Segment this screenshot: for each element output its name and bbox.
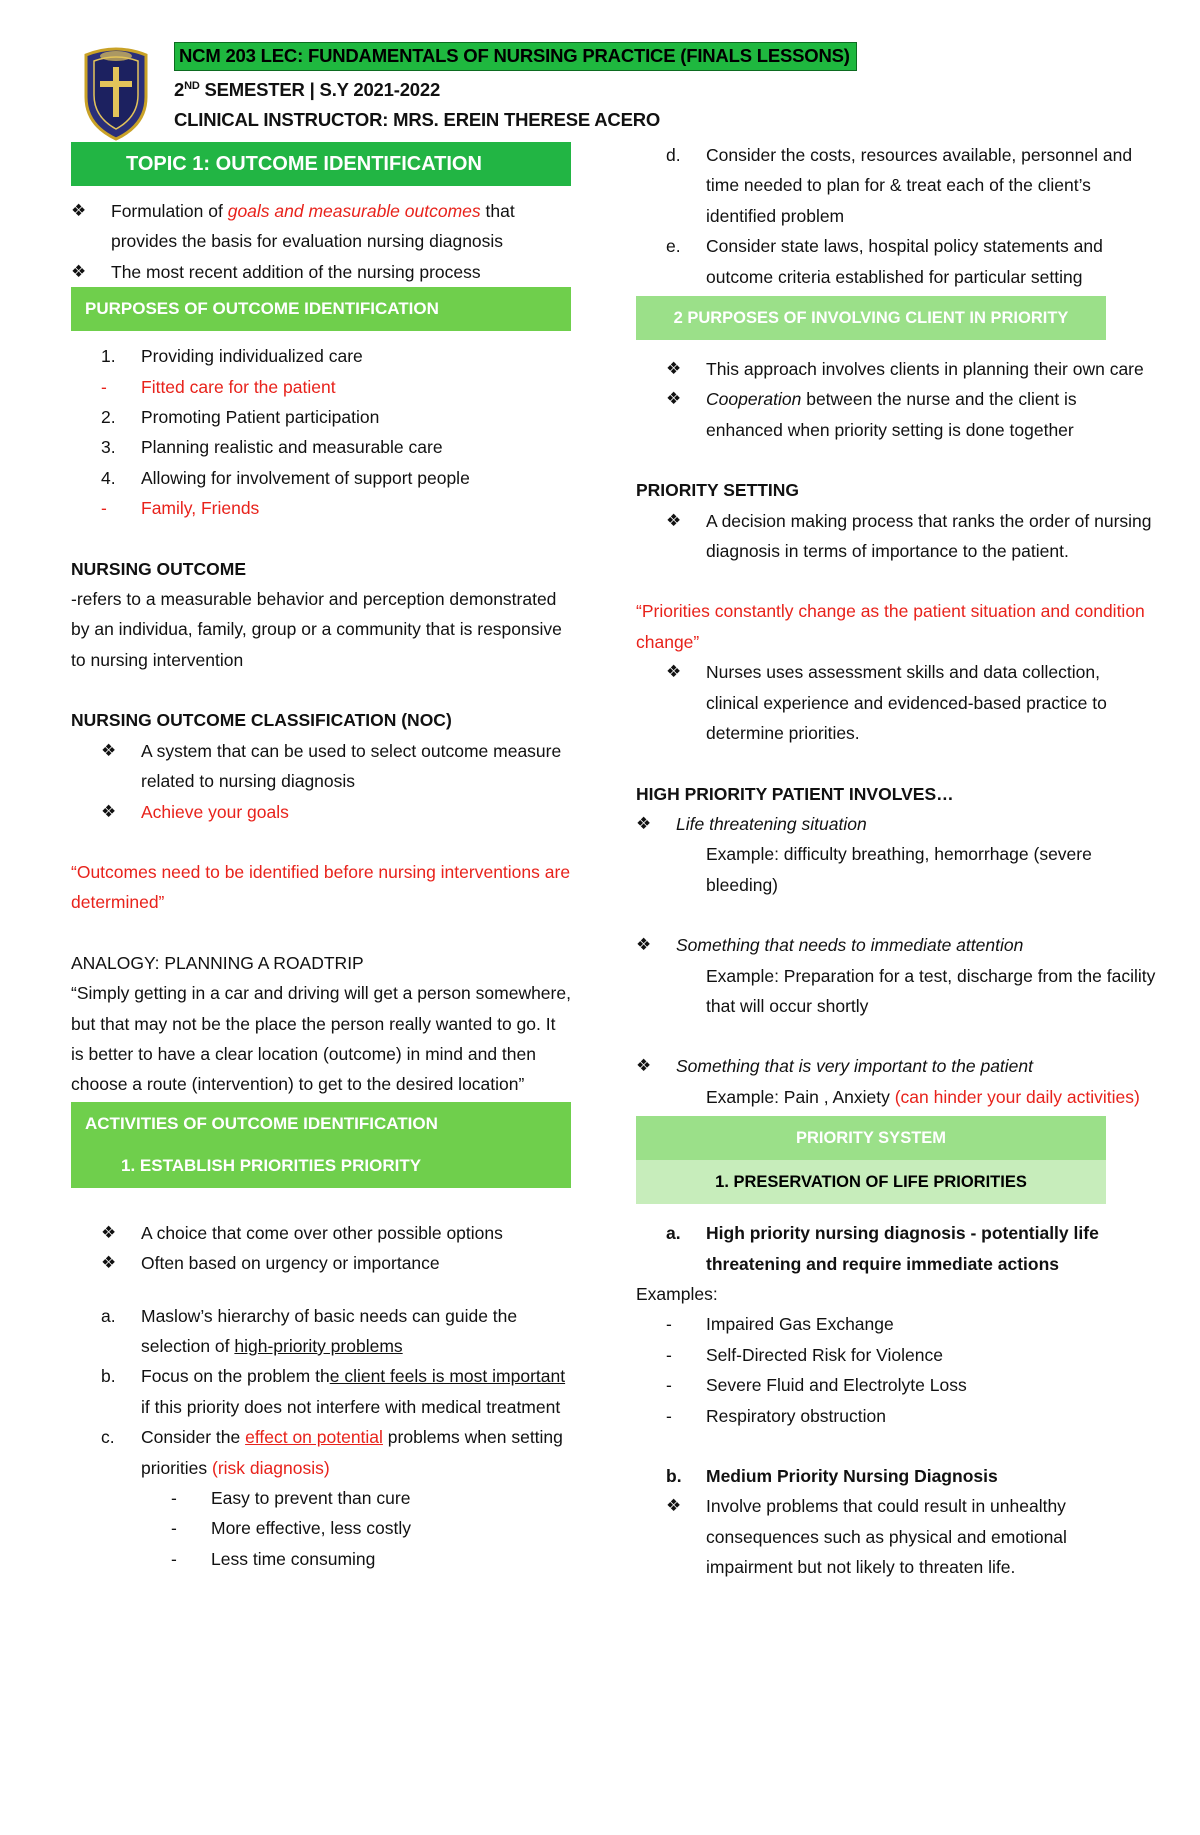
section-heading: PURPOSES OF OUTCOME IDENTIFICATION — [71, 287, 571, 331]
list-item: ❖ Nurses uses assessment skills and data collection, clinical experience and evidenced-based practice to determine priorities. — [636, 657, 1156, 748]
section-title: NURSING OUTCOME — [71, 558, 246, 579]
section-title: HIGH PRIORITY PATIENT INVOLVES… — [636, 783, 954, 804]
list-item: ❖ A decision making process that ranks the order of nursing diagnosis in terms of importance to the patient. — [636, 506, 1156, 567]
list-item: b. Medium Priority Nursing Diagnosis — [666, 1466, 998, 1486]
subsection-heading: 1. PRESERVATION OF LIFE PRIORITIES — [636, 1160, 1106, 1204]
list-item: - Severe Fluid and Electrolyte Loss — [666, 1375, 967, 1396]
diamond-bullet-icon: ❖ — [71, 261, 87, 281]
list-item: a. Maslow’s hierarchy of basic needs can guide the selection of high-priority problems — [101, 1305, 518, 1356]
section-heading: PRIORITY SYSTEM — [636, 1116, 1106, 1160]
diamond-bullet-icon: ❖ — [636, 813, 652, 833]
section-title: PRIORITY SETTING — [636, 480, 800, 501]
diamond-bullet-icon: ❖ — [101, 1222, 117, 1242]
instructor-line: CLINICAL INSTRUCTOR: MRS. EREIN THERESE ACERO — [174, 109, 661, 130]
course-title: NCM 203 LEC: FUNDAMENTALS OF NURSING PRACTICE (FINALS LESSONS) — [174, 42, 857, 71]
list-item: ❖ Cooperation between the nurse and the client is enhanced when priority setting is done together — [636, 384, 1156, 445]
list-item: 2. Promoting Patient participation — [101, 407, 380, 428]
section-heading: 2 PURPOSES OF INVOLVING CLIENT IN PRIORITY — [636, 296, 1106, 340]
diamond-bullet-icon: ❖ — [666, 662, 682, 682]
left-column — [71, 142, 571, 1574]
list-item: ❖ Formulation of goals and measurable outcomes that provides the basis for evaluation nursing diagnosis — [71, 196, 571, 257]
list-item: a. High priority nursing diagnosis - potentially life threatening and require immediate actions — [666, 1223, 1099, 1274]
diamond-bullet-icon: ❖ — [636, 1056, 652, 1076]
list-item: ❖ Something that is very important to the patient — [636, 1051, 1156, 1081]
list-item: 1. Providing individualized care — [101, 346, 363, 367]
diamond-bullet-icon: ❖ — [71, 201, 87, 220]
diamond-bullet-icon: ❖ — [666, 510, 682, 530]
example-text: Example: Preparation for a test, discharge from the facility that will occur shortly — [706, 965, 1156, 1016]
section-title: ANALOGY: PLANNING A ROADTRIP — [71, 952, 364, 973]
diamond-bullet-icon: ❖ — [666, 389, 682, 409]
paragraph: -refers to a measurable behavior and perception demonstrated by an individua, family, group or a community that is responsive to nursing intervention — [71, 589, 562, 670]
list-item: - Impaired Gas Exchange — [666, 1314, 894, 1335]
examples-label: Examples: — [636, 1283, 718, 1304]
list-item: - Self-Directed Risk for Violence — [666, 1344, 943, 1365]
list-item: ❖ Something that needs to immediate attention — [636, 930, 1156, 960]
list-item: 3. Planning realistic and measurable care — [101, 437, 443, 458]
diamond-bullet-icon: ❖ — [101, 801, 117, 821]
diamond-bullet-icon: ❖ — [101, 1253, 117, 1273]
paragraph: “Simply getting in a car and driving will get a person somewhere, but that may not be the place the person really wanted to go. It is better to have a clear location (outcome) in mind and then choose a route (intervention) to get to the desired location” — [71, 983, 571, 1095]
quote: “Priorities constantly change as the patient situation and condition change” — [636, 601, 1145, 652]
list-item: - Family, Friends — [101, 498, 260, 519]
list-item: ❖ Involve problems that could result in unhealthy consequences such as physical and emotional impairment but not likely to threaten life. — [636, 1491, 1156, 1582]
list-item: d. Consider the costs, resources available, personnel and time needed to plan for & treat each of the client’s identified problem — [666, 145, 1133, 226]
list-item: 4. Allowing for involvement of support people — [101, 467, 470, 488]
section-title: NURSING OUTCOME CLASSIFICATION (NOC) — [71, 710, 452, 731]
list-item: - Easy to prevent than cure — [171, 1488, 411, 1508]
example-text: Example: difficulty breathing, hemorrhage (severe bleeding) — [706, 844, 1092, 895]
list-item: ❖ This approach involves clients in planning their own care — [636, 354, 1156, 384]
list-item: ❖ Achieve your goals — [71, 797, 571, 827]
list-item: c. Consider the effect on potential problems when setting priorities (risk diagnosis) — [101, 1427, 563, 1478]
list-item: ❖ A choice that come over other possible options — [71, 1218, 571, 1248]
list-item: e. Consider state laws, hospital policy statements and outcome criteria established for particular setting — [666, 236, 1103, 287]
list-item: ❖ A system that can be used to select outcome measure related to nursing diagnosis — [71, 736, 571, 797]
example-text: Example: Pain , Anxiety (can hinder your daily activities) — [706, 1086, 1140, 1107]
semester-line: 2ND SEMESTER | S.Y 2021-2022 — [174, 79, 441, 100]
section-heading: ACTIVITIES OF OUTCOME IDENTIFICATION — [71, 1102, 571, 1146]
list-item: ❖ Life threatening situation — [636, 809, 1156, 839]
subsection-heading: 1. ESTABLISH PRIORITIES PRIORITY — [71, 1146, 571, 1188]
diamond-bullet-icon: ❖ — [101, 740, 117, 760]
quote: “Outcomes need to be identified before nursing interventions are determined” — [71, 861, 571, 913]
diamond-bullet-icon: ❖ — [666, 1496, 682, 1516]
document-header — [174, 42, 857, 131]
list-item: ❖ Often based on urgency or importance — [71, 1248, 571, 1278]
topic-heading: TOPIC 1: OUTCOME IDENTIFICATION — [71, 142, 571, 186]
list-item: b. Focus on the problem the client feels is most important if this priority does not interfere with medical treatment — [101, 1366, 566, 1417]
list-item: - More effective, less costly — [171, 1518, 412, 1539]
diamond-bullet-icon: ❖ — [666, 359, 682, 379]
right-column — [636, 140, 1156, 1583]
list-item: - Fitted care for the patient — [101, 376, 336, 397]
school-crest-logo — [80, 45, 152, 141]
list-item: - Less time consuming — [171, 1548, 376, 1569]
list-item: ❖ The most recent addition of the nursing process — [71, 257, 571, 287]
list-item: - Respiratory obstruction — [666, 1405, 886, 1426]
diamond-bullet-icon: ❖ — [636, 935, 652, 955]
